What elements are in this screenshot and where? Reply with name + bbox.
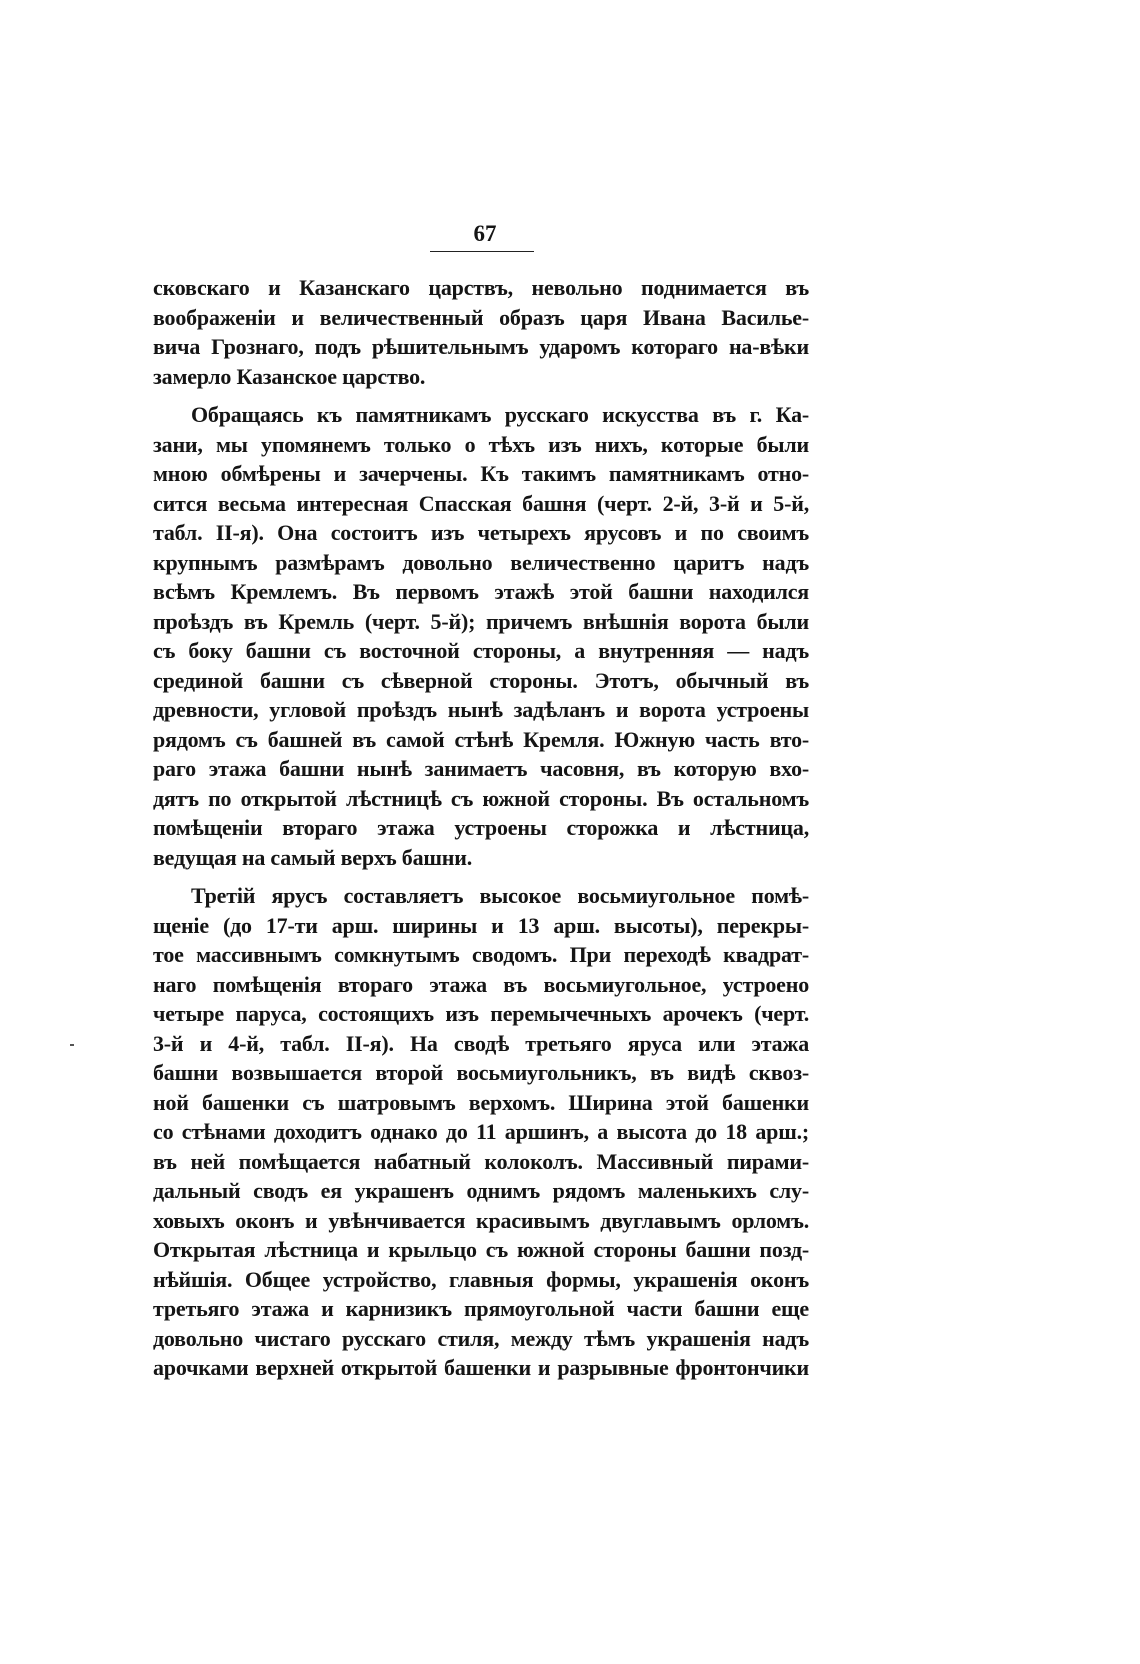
page-number-rule bbox=[430, 251, 534, 252]
page-number: 67 bbox=[473, 221, 497, 246]
text-line: четыре паруса, состоящихъ изъ перемычечныхъ арочекъ (черт. bbox=[153, 1001, 809, 1026]
text-line: тое массивнымъ сомкнутымъ сводомъ. При переходѣ квадрат- bbox=[153, 942, 809, 967]
text-line: ной башенки съ шатровымъ верхомъ. Ширина этой башенки bbox=[153, 1089, 809, 1115]
text-line: табл. II-я). Она состоитъ изъ четырехъ ярусовъ и по своимъ bbox=[153, 520, 809, 545]
text-line: 3-й и 4-й, табл. II-я). На сводѣ третьяго яруса или этажа bbox=[153, 1030, 809, 1056]
paragraph-2 bbox=[153, 400, 809, 872]
text-line: помѣщеніи втораго этажа устроены сторожка и лѣстница, bbox=[153, 815, 809, 840]
body-text bbox=[153, 273, 809, 1383]
text-line: нѣйшія. Общее устройство, главныя формы, украшенія оконъ bbox=[153, 1266, 809, 1292]
text-line: зани, мы упомянемъ только о тѣхъ изъ нихъ, которые были bbox=[153, 431, 809, 457]
text-line: съ боку башни съ восточной стороны, а внутренняя — надъ bbox=[153, 638, 809, 663]
text-line: замерло Казанское царство. bbox=[153, 363, 426, 389]
text-line: ведущая на самый верхъ башни. bbox=[153, 844, 473, 870]
text-line: воображеніи и величественный образъ царя Ивана Василье- bbox=[153, 304, 809, 330]
text-line: Обращаясь къ памятникамъ русскаго искусства въ г. Ка- bbox=[191, 402, 809, 427]
text-line: проѣздъ въ Кремль (черт. 5-й); причемъ внѣшнія ворота были bbox=[153, 608, 809, 634]
text-line: срединой башни съ сѣверной стороны. Этотъ, обычный въ bbox=[153, 667, 809, 693]
text-line: щеніе (до 17-ти арш. ширины и 13 арш. высоты), перекры- bbox=[153, 912, 809, 938]
text-line: Третій ярусъ составляетъ высокое восьмиугольное помѣ- bbox=[191, 883, 809, 908]
text-line: всѣмъ Кремлемъ. Въ первомъ этажѣ этой башни находился bbox=[153, 579, 809, 604]
text-line: мною обмѣрены и зачерчены. Къ такимъ памятникамъ отно- bbox=[153, 461, 809, 486]
margin-speck bbox=[70, 1044, 74, 1046]
text-line: крупнымъ размѣрамъ довольно величественно царитъ надъ bbox=[153, 549, 809, 575]
text-line: довольно чистаго русскаго стиля, между тѣмъ украшенія надъ bbox=[153, 1325, 809, 1351]
text-line: дятъ по открытой лѣстницѣ съ южной стороны. Въ остальномъ bbox=[153, 785, 809, 811]
text-line: сится весьма интересная Спасская башня (черт. 2-й, 3-й и 5-й, bbox=[153, 490, 809, 516]
text-line: раго этажа башни нынѣ занимаетъ часовня, въ которую вхо- bbox=[153, 756, 809, 781]
paragraph-1 bbox=[153, 273, 809, 391]
text-line: наго помѣщенія втораго этажа въ восьмиугольное, устроено bbox=[153, 971, 809, 997]
text-line: арочками верхней открытой башенки и разрывные фронтончики bbox=[153, 1355, 809, 1380]
text-line: древности, угловой проѣздъ нынѣ задѣланъ и ворота устроены bbox=[153, 697, 809, 722]
text-line: Открытая лѣстница и крыльцо съ южной стороны башни позд- bbox=[153, 1237, 809, 1262]
text-line: башни возвышается второй восьмиугольникъ, въ видѣ сквоз- bbox=[153, 1060, 809, 1085]
text-line: сковскаго и Казанскаго царствъ, невольно поднимается въ bbox=[153, 275, 809, 300]
text-line: дальный сводъ ея украшенъ однимъ рядомъ маленькихъ слу- bbox=[153, 1178, 809, 1203]
paragraph-3 bbox=[153, 881, 809, 1383]
text-line: ховыхъ оконъ и увѣнчивается красивымъ двуглавымъ орломъ. bbox=[153, 1207, 809, 1233]
text-line: вича Грознаго, подъ рѣшительнымъ ударомъ котораго на-вѣки bbox=[153, 334, 809, 359]
text-line: въ ней помѣщается набатный колоколъ. Массивный пирами- bbox=[153, 1148, 809, 1174]
text-line: третьяго этажа и карнизикъ прямоугольной части башни еще bbox=[153, 1296, 809, 1321]
text-line: со стѣнами доходитъ однако до 11 аршинъ, а высота до 18 арш.; bbox=[153, 1119, 809, 1144]
text-line: рядомъ съ башней въ самой стѣнѣ Кремля. Южную часть вто- bbox=[153, 726, 809, 752]
